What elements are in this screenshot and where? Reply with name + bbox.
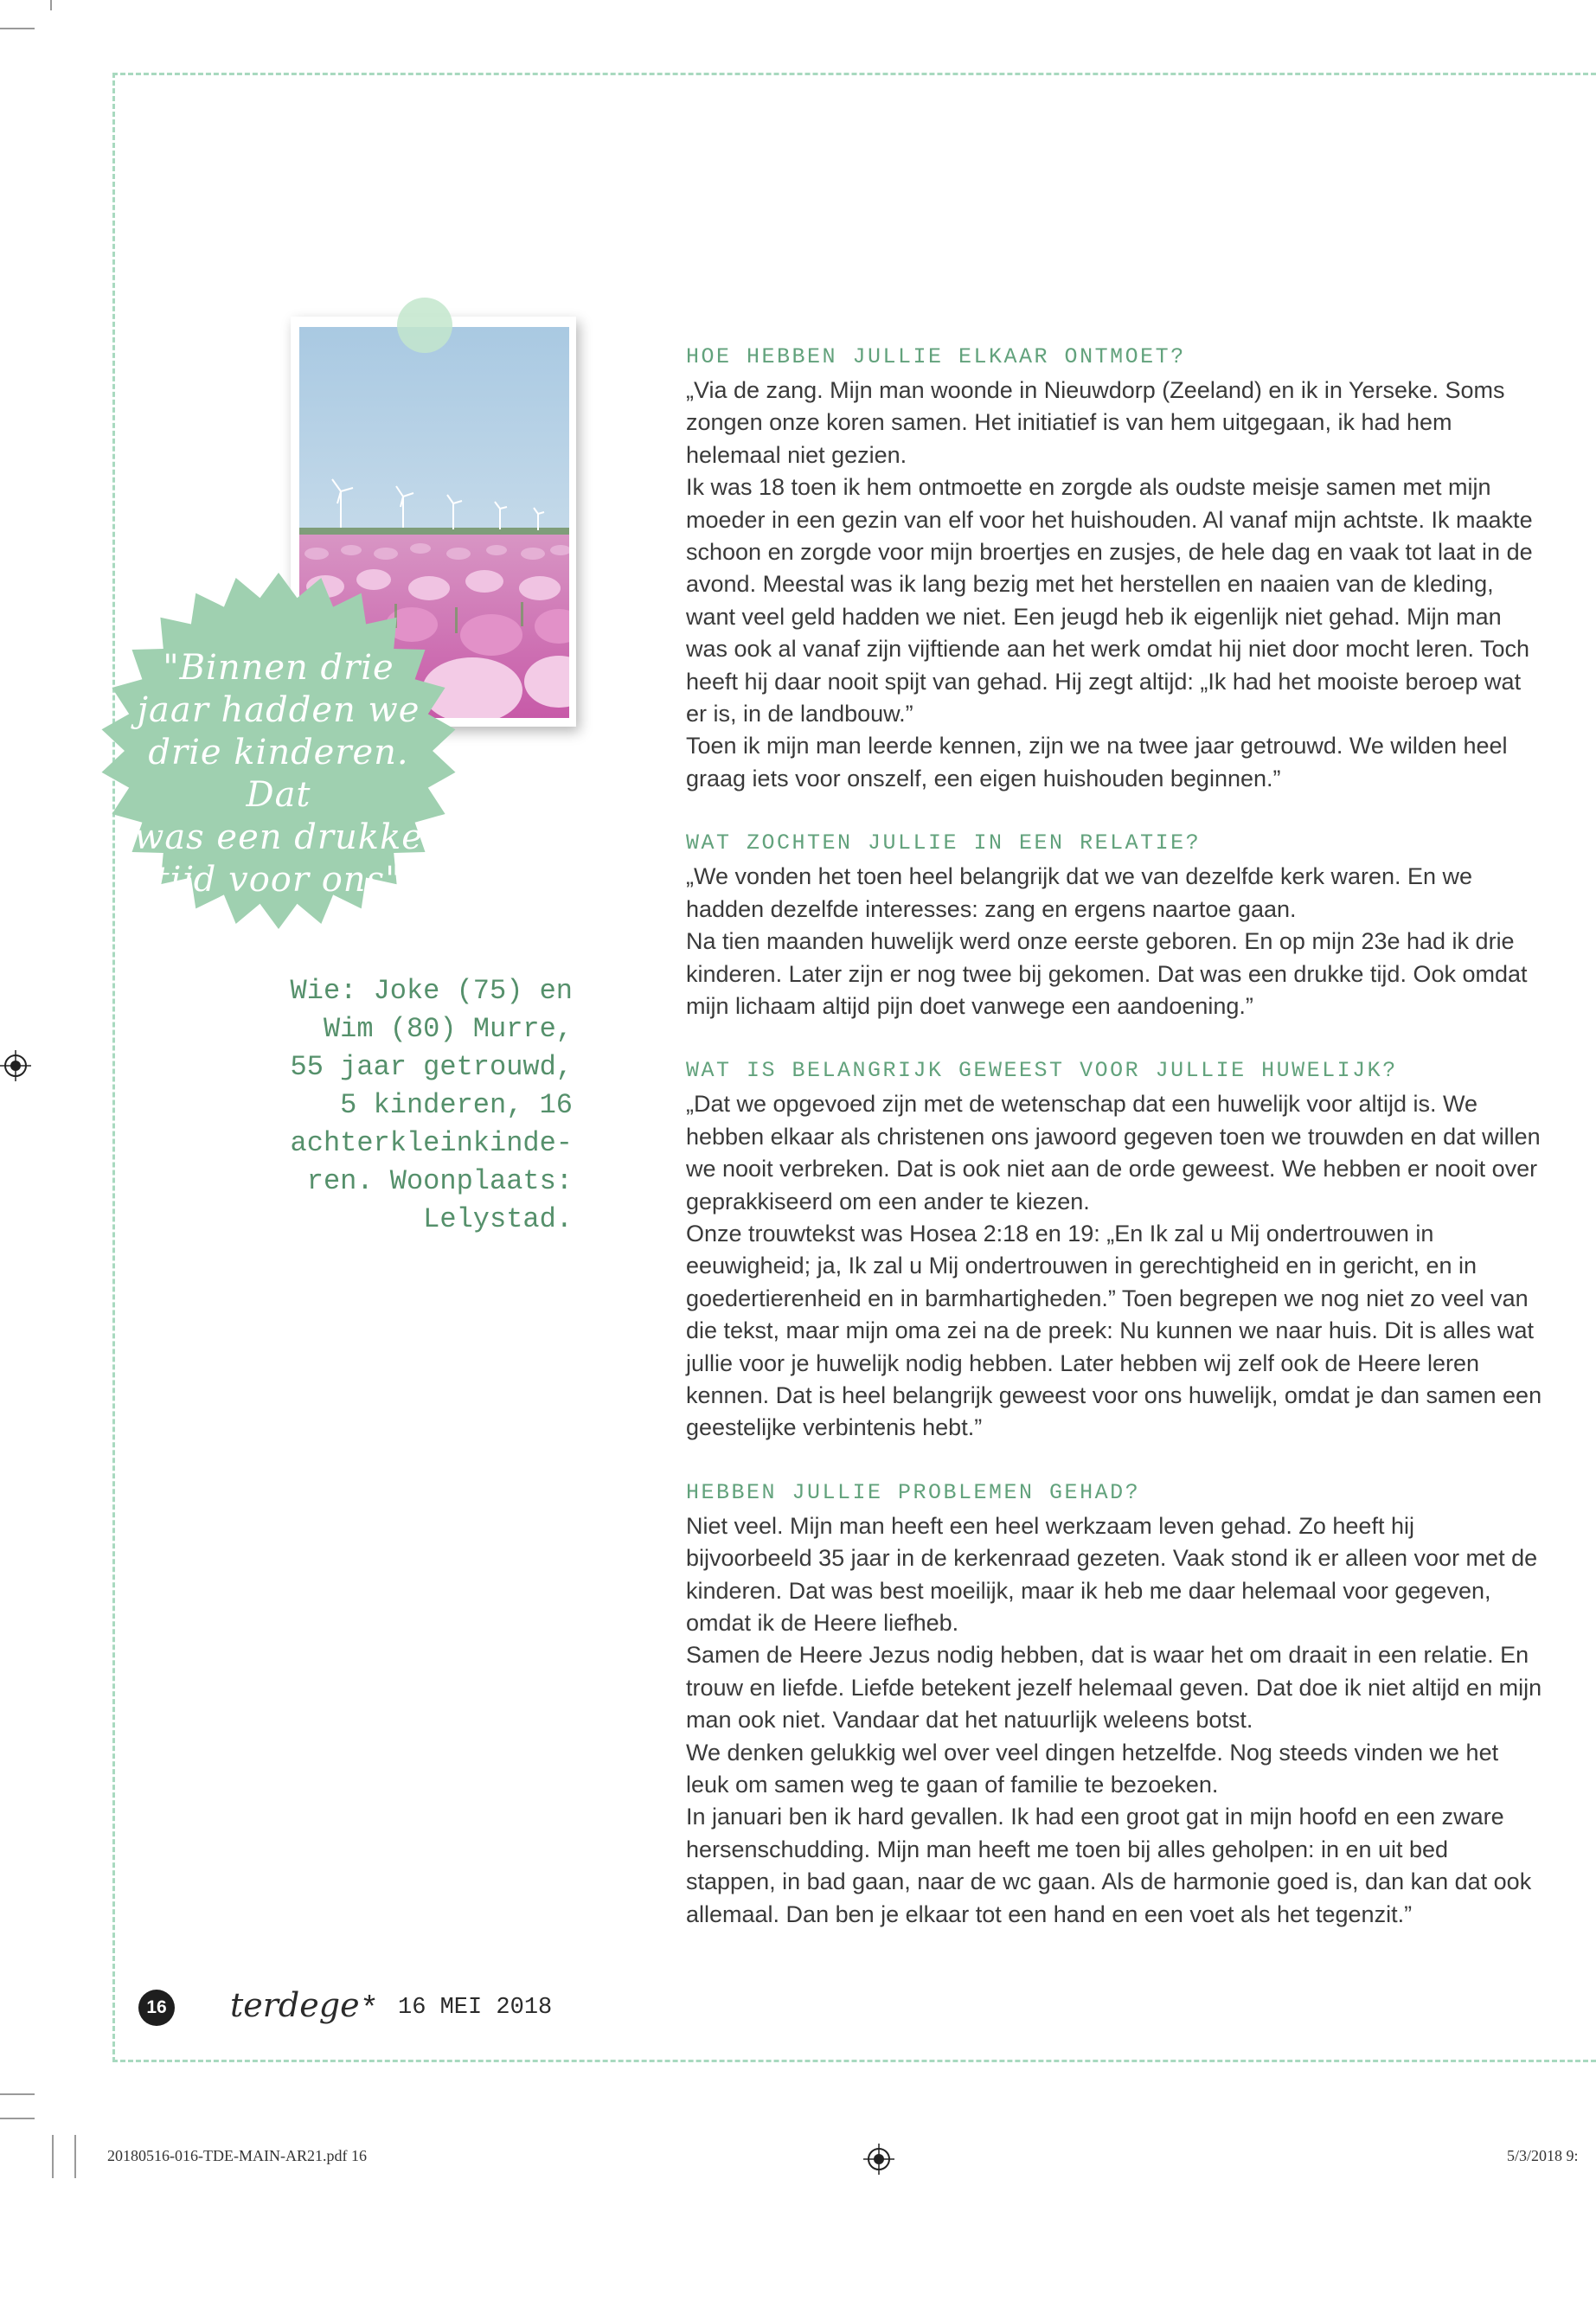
quote-badge (99, 571, 458, 931)
pull-quote-line: "Binnen drie (163, 648, 394, 688)
print-file-info: 20180516-016-TDE-MAIN-AR21.pdf 16 (107, 2147, 367, 2164)
crop-mark (0, 2093, 35, 2095)
paragraph: Samen de Heere Jezus nodig hebben, dat is waar het om draait in een relatie. En trouw en liefde. Liefde betekent jezelf helemaal geven. Dat doe ik niet altijd en mijn man ook niet. Vandaar dat het natuurlijk weleens botst. (686, 1642, 1542, 1734)
paragraph: Na tien maanden huwelijk werd onze eerste geboren. En op mijn 23e had ik drie kinderen. Later zijn er nog twee bij gekomen. Dat was een drukke tijd. Ook omdat mijn lichaam altijd pijn doet vanwege een aandoening.” (686, 928, 1528, 1019)
issue-date: 16 MEI 2018 (398, 1995, 553, 2021)
crop-mark (0, 2118, 35, 2119)
photo-pin (397, 298, 452, 353)
section-problemen (686, 1476, 1544, 1931)
paragraph: „We vonden het toen heel belangrijk dat we van dezelfde kerk waren. En we hadden dezelfde interesses: zang en ergens naartoe gaan. (686, 863, 1473, 922)
print-timestamp: 5/3/2018 9: (1507, 2147, 1579, 2164)
paragraph: In januari ben ik hard gevallen. Ik had een groot gat in mijn hoofd en een zware hersenschudding. Mijn man heeft me toen bij alles geholpen: in en uit bed stappen, in bad gaan, naar de wc gaan. Als de harmonie goed is, dan kan dat ook allemaal. Dan ben je elkaar tot een hand en een voet als het tegenzit.” (686, 1804, 1532, 1927)
paragraph: Niet veel. Mijn man heeft een heel werkzaam leven gehad. Zo heeft hij bijvoorbeeld 35 jaar in de kerkenraad gezeten. Vaak stond ik er alleen voor met de kinderen. Dat was best moeilijk, maar ik heb me daar helemaal voor gegeven, omdat ik de Heere liefheb. (686, 1512, 1538, 1636)
pull-quote (133, 647, 424, 901)
info-line: Wim (80) Murre, (323, 1013, 573, 1045)
article-body (686, 340, 1544, 1962)
section-huwelijk (686, 1054, 1544, 1444)
star-icon: * (363, 1988, 376, 2023)
pull-quote-line: was een drukke (134, 817, 423, 857)
paragraph: We denken gelukkig wel over veel dingen hetzelfde. Nog steeds vinden we het leuk om samen weg te gaan of familie te bezoeken. (686, 1739, 1499, 1798)
info-line: achterkleinkinde- (290, 1127, 573, 1159)
info-line: Lelystad. (423, 1203, 573, 1235)
paragraph: Onze trouwtekst was Hosea 2:18 en 19: „En Ik zal u Mij ondertrouwen in eeuwigheid; ja, Ik zal u Mij ondertrouwen in gerechtigheid en in gericht, en in goedertierenheid en in barmhartigheden.” Toen begrepen we nog niet zo veel van die tekst, maar mijn oma zei na de preek: Nu kunnen we naar huis. Dit is alles wat jullie voor je huwelijk nodig hebben. Later hebben wij zelf ook de Heere leren kennen. Dat is heel belangrijk geweest voor ons huwelijk, omdat je dan samen een geestelijke verbintenis hebt.” (686, 1220, 1542, 1441)
couple-info (260, 972, 573, 1239)
section-ontmoet (686, 340, 1544, 795)
pull-quote-line: tijd voor ons" (155, 860, 402, 900)
crop-mark (52, 2135, 54, 2178)
section-heading: WAT IS BELANGRIJK GEWEEST VOOR JULLIE HUWELIJK? (686, 1058, 1398, 1084)
page-number: 16 (138, 1990, 175, 2026)
section-heading: HOE HEBBEN JULLIE ELKAAR ONTMOET? (686, 344, 1186, 369)
info-line: Wie: Joke (75) en (290, 975, 573, 1007)
paragraph: Toen ik mijn man leerde kennen, zijn we na twee jaar getrouwd. We wilden heel graag iets voor onszelf, een eigen huishouden beginnen.” (686, 733, 1508, 792)
pull-quote-line: drie kinderen. Dat (148, 733, 409, 815)
info-line: ren. Woonplaats: (306, 1165, 573, 1197)
crop-mark (0, 28, 35, 29)
info-line: 55 jaar getrouwd, (290, 1051, 573, 1083)
crop-mark (50, 0, 52, 10)
section-heading: WAT ZOCHTEN JULLIE IN EEN RELATIE? (686, 830, 1202, 856)
paragraph: „Dat we opgevoed zijn met de wetenschap dat een huwelijk voor altijd is. We hebben elkaar als christenen ons jawoord gegeven toen we trouwden en dat willen we nooit verbreken. Dat is ook niet aan de orde geweest. We hebben er nooit over geprakkiseerd om een ander te kiezen. (686, 1091, 1541, 1215)
section-relatie (686, 826, 1544, 1022)
registration-mark-icon (0, 1048, 35, 1083)
paragraph: Ik was 18 toen ik hem ontmoette en zorgde als oudste meisje samen met mijn moeder in een gezin van elf voor het huishouden. Al vanaf mijn achtste. Ik maakte schoon en zorgde voor mijn broertjes en zusjes, de hele dag en vaak tot laat in de avond. Meestal was ik lang bezig met het herstellen en naaien van de kleding, want veel geld hadden we niet. Een jeugd heb ik eigenlijk niet gehad. Mijn man was ook al vanaf zijn vijftiende aan het werk omdat hij niet door mocht leren. Toch heeft hij daar nooit spijt van gehad. Hij zegt altijd: „Ik had het mooiste beroep wat er is, in de landbouw.” (686, 474, 1533, 727)
pull-quote-line: jaar hadden we (137, 690, 420, 730)
crop-mark (74, 2135, 76, 2178)
paragraph: „Via de zang. Mijn man woonde in Nieuwdorp (Zeeland) en ik in Yerseke. Soms zongen onze koren samen. Het initiatief is van hem uitgegaan, ik had hem helemaal niet gezien. (686, 377, 1505, 468)
info-line: 5 kinderen, 16 (340, 1089, 573, 1121)
section-heading: HEBBEN JULLIE PROBLEMEN GEHAD? (686, 1479, 1141, 1505)
registration-mark-icon (862, 2142, 896, 2176)
magazine-logo: terdege (230, 1986, 360, 2024)
